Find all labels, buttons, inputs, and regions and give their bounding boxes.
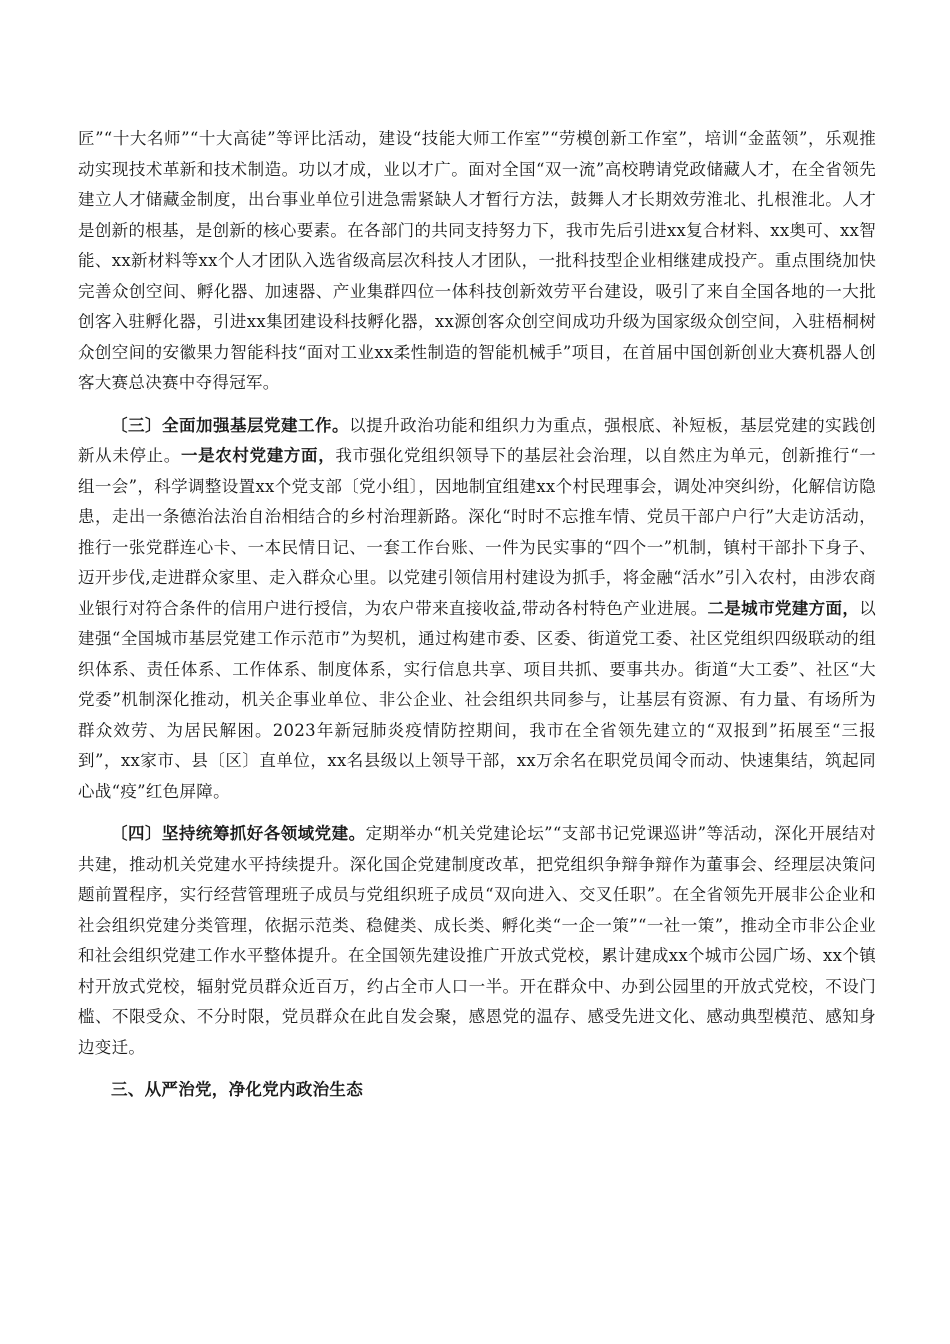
document-page (78, 124, 876, 1106)
section-four-text: 定期举办“机关党建论坛”“支部书记党课巡讲”等活动，深化开展结对共建，推动机关党建水平持续提升。深化国企党建制度改革，把党组织争辩争辩作为董事会、经理层决策问题前置程序，实行经营管理班子成员与党组织班子成员“双向进入、交叉任职”。在全省领先开展非公企业和社会组织党建分类管理，依据示范类、稳健类、成长类、孵化类“一企一策”“一社一策”，推动全市非公企业和社会组织党建工作水平整体提升。在全国领先建设推广开放式党校，累计建成xx个城市公园广场、xx个镇村开放式党校，辐射党员群众近百万，约占全市人口一半。开在群众中、办到公园里的开放式党校，不设门槛、不限受众、不分时限，党员群众在此自发会聚，感恩党的温存、感受先进文化、感动典型模范、感知身边变迁。 (78, 824, 877, 1057)
section-three-intro: 以提升政治功能和组织力为重点，强根底、补短板，基层党建的实践创新从未停止。 (78, 415, 876, 465)
rural-text: 我市强化党组织领导下的基层社会治理，以自然庄为单元，创新推行“一组一会”，科学调整设置xx个党支部〔党小组〕，因地制宜组建xx个村民理事会，调处冲突纠纷，化解信访隐患，走出一条德治法治自治相结合的乡村治理新路。深化“时时不忘推车情、党员干部户户行”大走访活动，推行一张党群连心卡、一本民情日记、一套工作台账、一件为民实事的“四个一”机制，镇村干部扑下身子、迈开步伐,走进群众家里、走入群众心里。以党建引领信用村建设为抓手，将金融“活水”引入农村，由涉农商业银行对符合条件的信用户进行授信，为农户带来直接收益,带动各村特色产业进展。 (78, 446, 876, 618)
paragraph-all-fields (78, 819, 876, 1063)
urban-text: 以建强“全国城市基层党建工作示范市”为契机，通过构建市委、区委、街道党工委、社区党组织四级联动的组织体系、责任体系、工作体系、制度体系，实行信息共享、项目共抓、要事共办。街道“大工委”、社区“大党委”机制深化推动，机关企事业单位、非公企业、社会组织共同参与，让基层有资源、有力量、有场所为群众效劳、为居民解困。2023年新冠肺炎疫情防控期间，我市在全省领先建立的“双报到”拓展至“三报到”，xx家市、县〔区〕直单位，xx名县级以上领导干部，xx万余名在职党员闻令而动、快速集结，筑起同心战“疫”红色屏障。 (78, 598, 876, 801)
paragraph-grassroots-party-building (78, 411, 876, 808)
paragraph-talent: 匠”“十大名师”“十大高徒”等评比活动，建设“技能大师工作室”“劳模创新工作室”，培训“金蓝领”，乐观推动实现技术革新和技术制造。功以才成，业以才广。面对全国“双一流”高校聘请党政储藏人才，在全省领先建立人才储藏金制度，出台事业单位引进急需紧缺人才暂行方法，鼓舞人才长期效劳淮北、扎根淮北。人才是创新的根基，是创新的核心要素。在各部门的共同支持努力下，我市先后引进xx复合材料、xx奥可、xx智能、xx新材料等xx个人才团队入选省级高层次科技人才团队，一批科技型企业相继建成投产。重点围绕加快完善众创空间、孵化器、加速器、产业集群四位一体科技创新效劳平台建设，吸引了来自全国各地的一大批创客入驻孵化器，引进xx集团建设科技孵化器，xx源创客众创空间成功升级为国家级众创空间，入驻梧桐树众创空间的安徽果力智能科技“面对工业xx柔性制造的智能机械手”项目，在首届中国创新创业大赛机器人创客大赛总决赛中夺得冠军。 (78, 129, 876, 392)
chapter-three-heading: 三、从严治党，净化党内政治生态 (111, 1080, 363, 1099)
section-four-heading: 〔四〕坚持统筹抓好各领域党建。 (111, 824, 366, 843)
urban-lead: 二是城市党建方面， (707, 598, 860, 618)
rural-lead: 一是农村党建方面， (180, 446, 336, 465)
section-three-heading: 〔三〕全面加强基层党建工作。 (111, 415, 350, 435)
